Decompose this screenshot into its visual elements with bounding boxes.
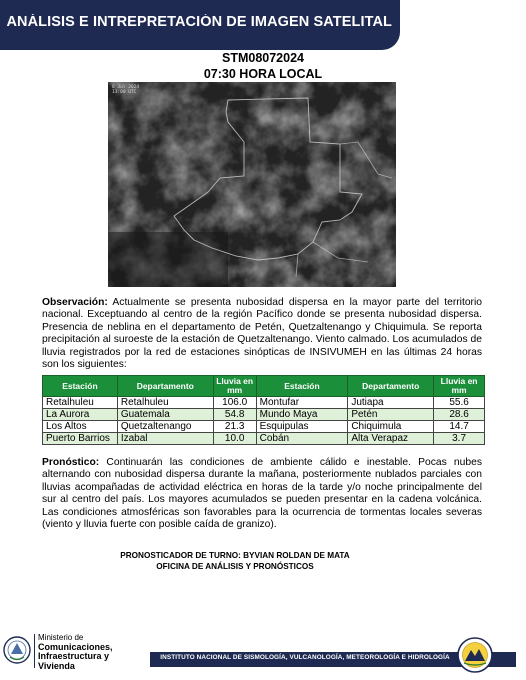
header-banner — [0, 0, 400, 50]
table-cell: 54.8 — [213, 409, 256, 421]
table-header-cell: Estación — [43, 376, 118, 397]
forecast-label: Pronóstico: — [42, 457, 100, 468]
table-header-cell: Departamento — [348, 376, 434, 397]
table-cell: La Aurora — [43, 409, 118, 421]
table-cell: Esquipulas — [256, 421, 348, 433]
table-cell: Retalhuleu — [117, 397, 213, 409]
satellite-image-graphic — [108, 82, 396, 287]
report-code: STM08072024 — [221, 51, 304, 65]
table-cell: 106.0 — [213, 397, 256, 409]
satellite-timestamp — [112, 85, 139, 95]
table-cell: Chiquimula — [348, 421, 434, 433]
table-cell: Petén — [348, 409, 434, 421]
page-title: ANÁLISIS E INTREPRETACIÓN DE IMAGEN SATELITAL — [6, 14, 392, 30]
forecast-paragraph — [42, 457, 482, 531]
ministry-line: Vivienda — [38, 660, 75, 671]
table-cell: Montufar — [256, 397, 348, 409]
table-cell: 28.6 — [434, 409, 485, 421]
table-cell: 10.0 — [213, 433, 256, 445]
ministry-logo-text — [38, 633, 113, 671]
table-row — [43, 397, 485, 409]
table-cell: 3.7 — [434, 433, 485, 445]
table-cell: Los Altos — [43, 421, 118, 433]
report-time: 07:30 HORA LOCAL — [203, 67, 323, 81]
satellite-stamp-time: 13:00 UTC — [112, 90, 137, 95]
observation-paragraph — [42, 297, 482, 371]
satellite-image — [108, 82, 396, 287]
table-cell: Alta Verapaz — [348, 433, 434, 445]
table-row — [43, 433, 485, 445]
table-cell: 14.7 — [434, 421, 485, 433]
table-cell: 55.6 — [434, 397, 485, 409]
institute-name: INSTITUTO NACIONAL DE SISMOLOGÍA, VULCANOLOGÍA, METEOROLOGÍA E HIDROLOGÍA — [160, 654, 450, 661]
table-header-cell: Departamento — [117, 376, 213, 397]
table-header-cell: Estación — [256, 376, 348, 397]
table-row — [43, 421, 485, 433]
office-name: OFICINA DE ANÁLISIS Y PRONÓSTICOS — [156, 562, 314, 571]
insivumeh-logo-icon — [456, 636, 494, 674]
table-cell: Guatemala — [117, 409, 213, 421]
forecaster-name: PRONOSTICADOR DE TURNO: BYVIAN ROLDAN DE MATA — [120, 551, 350, 560]
table-cell: Mundo Maya — [256, 409, 348, 421]
ministry-line: Infraestructura y — [38, 651, 110, 661]
ministry-line: Comunicaciones, — [38, 641, 113, 652]
table-row — [43, 409, 485, 421]
table-header-cell: Lluvia en mm — [213, 376, 256, 397]
table-cell: Jutiapa — [348, 397, 434, 409]
ministry-divider — [34, 634, 35, 668]
rainfall-table — [42, 375, 485, 445]
ministry-line: Ministerio de — [38, 633, 84, 642]
table-cell: Puerto Barrios — [43, 433, 118, 445]
guatemala-seal-icon — [2, 633, 32, 669]
forecast-text: Continuarán las condiciones de ambiente cálido e inestable. Pocas nubes alternando con nubosidad dispersa durante la mañana, posteriormente nublados parciales con lluvias acompañadas de actividad eléctrica en horas de la tarde y/o noche principalmente del sur al centro del país. Los mayores acumulados se pueden presentar en la cadena volcánica. Las condiciones atmosféricas son favorables para la ocurrencia de tormentas locales severas (viento y lluvia fuerte con posible caída de granizo). — [42, 457, 482, 531]
table-cell: Quetzaltenango — [117, 421, 213, 433]
table-header-cell: Lluvia en mm — [434, 376, 485, 397]
table-cell: Retalhuleu — [43, 397, 118, 409]
observation-label: Observación: — [42, 297, 108, 308]
table-cell: Cobán — [256, 433, 348, 445]
table-header-row — [43, 376, 485, 397]
satellite-stamp-date: 8 Jul 2024 — [112, 85, 140, 90]
table-cell: 21.3 — [213, 421, 256, 433]
observation-text: Actualmente se presenta nubosidad dispersa en la mayor parte del territorio nacional. Exceptuando al centro de la región Pacífico donde se presenta nubosidad dispersa. Presencia de neblina en el departamento de Petén, Quetzaltenango y Chiquimula. Se reporta precipitación al suroeste de la estación de Quetzaltenango. Viento calmado. Los acumulados de lluvia registrados por la red de estaciones sinópticas de INSIVUMEH en las últimas 24 horas son los siguientes: — [42, 297, 482, 371]
table-cell: Izabal — [117, 433, 213, 445]
